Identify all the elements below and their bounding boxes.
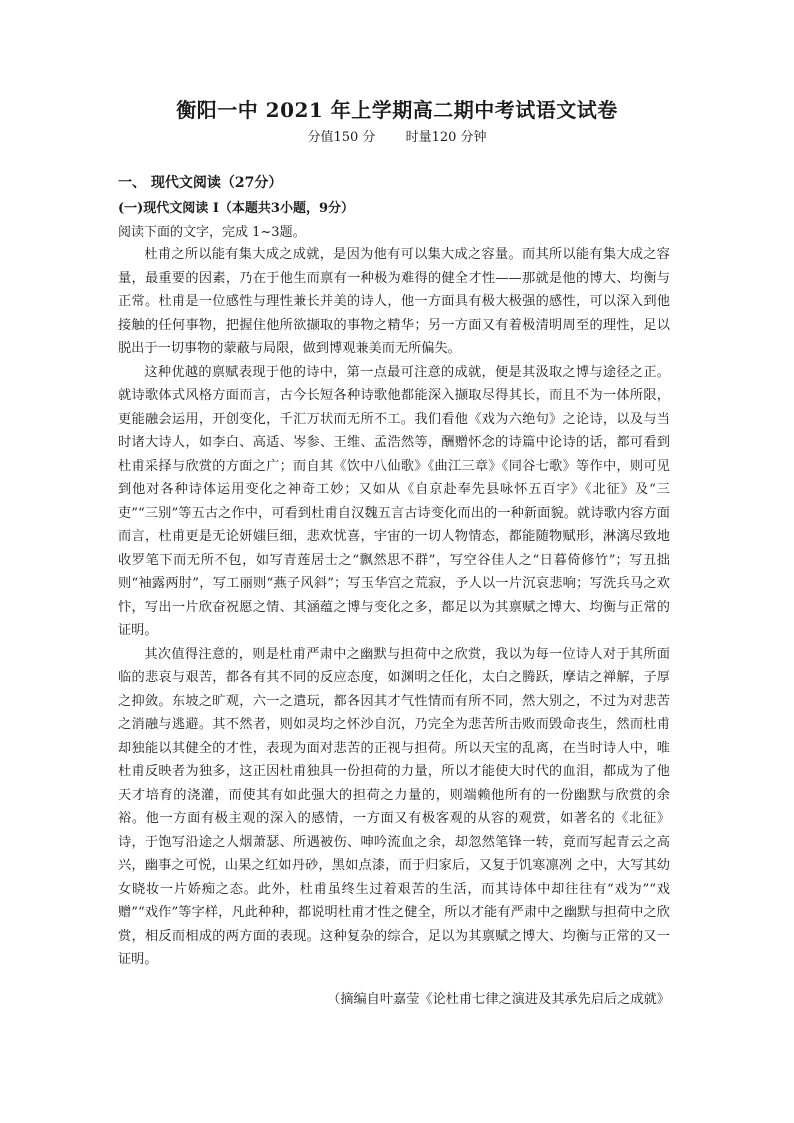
exam-title: 衡阳一中 2021 年上学期高二期中考试语文试卷 [176,98,618,122]
reading-instruction: 阅读下面的文字，完成 1~3题。 [118,225,306,240]
passage-paragraph-2: 这种优越的禀赋表现于他的诗中，第一点最可注意的成就，便是其汲取之博与途径之正。就诗歌体式风格方面而言，古今长短各种诗歌他都能深入撷取尽得其长，而且不为一体所限，更能融会运用，开创变化，千汇万状而无所不工。我们看他《戏为六绝句》之论诗，以及与当时诸大诗人，如李白、高适、岑参、王维、孟浩然等，酬赠怀念的诗篇中论诗的话，都可看到杜甫采择与欣赏的方面之广；而自其《饮中八仙歌》《曲江三章》《同谷七歌》等作中，则可见到他对各种诗体运用变化之神奇工妙；又如从《自京赴奉先县咏怀五百字》《北征》及“三吏”“三别”等五古之作中，可看到杜甫自汉魏五言古诗变化而出的一种新面貌。就诗歌内容方面而言，杜甫更是无论妍媸巨细，悲欢忧喜，宇宙的一切人物情态，都能随物赋形，淋漓尽致地收罗笔下而无所不包，如写青莲居士之“飘然思不群”，写空谷佳人之“日暮倚修竹”；写丑拙则“袖露两肘”，写工丽则“燕子风斜”；写玉华宫之荒寂，予人以一片沉哀悲响；写洗兵马之欢忭，写出一片欣奋祝愿之情、其涵蕴之博与变化之多，都足以为其禀赋之博大、均衡与正常的证明。 [118,364,670,638]
passage-paragraph-1: 杜甫之所以能有集大成之成就，是因为他有可以集大成之容量。而其所以能有集大成之容量，最重要的因素，乃在于他生而禀有一种极为难得的健全才性——那就是他的博大、均衡与正常。杜甫是一位感性与理性兼长并美的诗人，他一方面具有极大极强的感性，可以深入到他接触的任何事物，把握住他所欲撷取的事物之精华；另一方面又有着极清明周至的理性，足以脱出于一切事物的蒙蔽与局限，做到博观兼美而无所偏失。 [118,247,670,356]
section-heading: 一、 现代文阅读（27分） [118,175,283,191]
passage-paragraph-3: 其次值得注意的，则是杜甫严肃中之幽默与担荷中之欣赏，我以为每一位诗人对于其所面临的悲哀与艰苦，都各有其不同的反应态度，如渊明之任化，太白之腾跃，摩诘之禅解，子厚之抑敛。东坡之旷观，六一之遣玩，都各因其才气性情而有所不同，然大别之，不过为对悲苦之消融与逃避。其不然者，则如灵均之怀沙自沉，乃完全为悲苦所击败而毁命丧生，然而杜甫却独能以其健全的才性，表现为面对悲苦的正视与担荷。所以天宝的乱离，在当时诗人中，唯杜甫反映者为独多，这正因杜甫独具一份担荷的力量，所以才能使大时代的血泪，都成为了他天才培育的浇灌，而使其有如此强大的担荷之力量的，则端赖他所有的一份幽默与欣赏的余裕。他一方面有极主观的深入的感情，一方面又有极客观的从容的观赏，如著名的《北征》诗，于饱写沿途之人烟萧瑟、所遇被伤、呻吟流血之余，却忽然笔锋一转，竟而写起青云之高兴，幽事之可悦，山果之红如丹砂，黑如点漆，而于归家后，又复于饥寒凛冽 之中，大写其幼女晓妆一片娇痴之态。此外，杜甫虽终生过着艰苦的生活，而其诗体中却往往有“戏为”“戏赠”“戏作”等字样，凡此种种，都说明杜甫才性之健全，所以才能有严肃中之幽默与担荷中之欣赏，相反而相成的两方面的表现。这种复杂的综合，足以为其禀赋之博大、均衡与正常的又一证明。 [118,646,670,967]
reading-passage [118,243,670,972]
subsection-heading: (一)现代文阅读 I（本题共3小题，9分） [118,201,354,216]
exam-meta [0,126,794,145]
exam-time: 时量120 分钟 [405,130,487,145]
passage-source: （摘编自叶嘉莹《论杜甫七律之演进及其承先启后之成就》 [327,992,670,1007]
exam-score: 分值150 分 [307,130,376,145]
